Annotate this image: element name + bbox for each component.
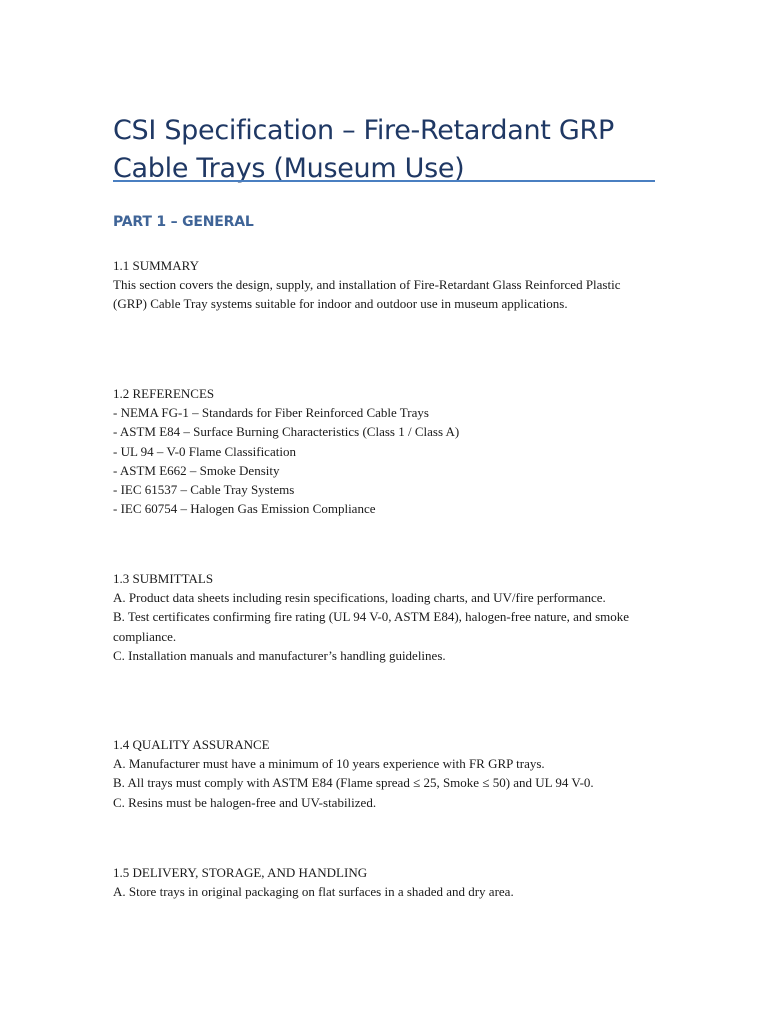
submittal-item: B. Test certificates confirming fire rating (UL 94 V-0, ASTM E84), halogen-free nature, and smoke compliance. xyxy=(113,609,630,644)
reference-item: - ASTM E662 – Smoke Density xyxy=(113,462,280,478)
reference-item: - UL 94 – V-0 Flame Classification xyxy=(113,443,296,459)
qa-item: B. All trays must comply with ASTM E84 (Flame spread ≤ 25, Smoke ≤ 50) and UL 94 V-0. xyxy=(113,775,594,791)
reference-item: - NEMA FG-1 – Standards for Fiber Reinforced Cable Trays xyxy=(113,405,429,421)
section-references xyxy=(113,384,653,518)
qa-item: C. Resins must be halogen-free and UV-stabilized. xyxy=(113,794,377,810)
section-heading: 1.1 SUMMARY xyxy=(113,258,199,273)
reference-item: - IEC 61537 – Cable Tray Systems xyxy=(113,482,295,498)
submittal-item: A. Product data sheets including resin specifications, loading charts, and UV/fire performance. xyxy=(113,590,606,606)
submittal-item: C. Installation manuals and manufacturer’s handling guidelines. xyxy=(113,647,446,663)
section-heading: 1.2 REFERENCES xyxy=(113,386,215,401)
summary-text: This section covers the design, supply, and installation of Fire-Retardant Glass Reinforced Plastic (GRP) Cable Tray systems suitable for indoor and outdoor use in museum applications. xyxy=(113,277,621,312)
section-heading: 1.5 DELIVERY, STORAGE, AND HANDLING xyxy=(113,865,368,880)
section-summary xyxy=(113,256,653,314)
document-title: CSI Specification – Fire-Retardant GRP Cable Trays (Museum Use) xyxy=(113,115,614,185)
part-heading: PART 1 – GENERAL xyxy=(113,214,254,230)
title-divider xyxy=(113,180,655,182)
reference-item: - IEC 60754 – Halogen Gas Emission Compliance xyxy=(113,501,376,517)
section-submittals xyxy=(113,569,653,665)
qa-item: A. Manufacturer must have a minimum of 10 years experience with FR GRP trays. xyxy=(113,756,545,772)
section-delivery xyxy=(113,863,653,901)
reference-item: - ASTM E84 – Surface Burning Characteristics (Class 1 / Class A) xyxy=(113,424,460,440)
delivery-item: A. Store trays in original packaging on flat surfaces in a shaded and dry area. xyxy=(113,884,514,900)
section-heading: 1.4 QUALITY ASSURANCE xyxy=(113,737,270,752)
section-heading: 1.3 SUBMITTALS xyxy=(113,571,214,586)
section-quality-assurance xyxy=(113,735,653,812)
